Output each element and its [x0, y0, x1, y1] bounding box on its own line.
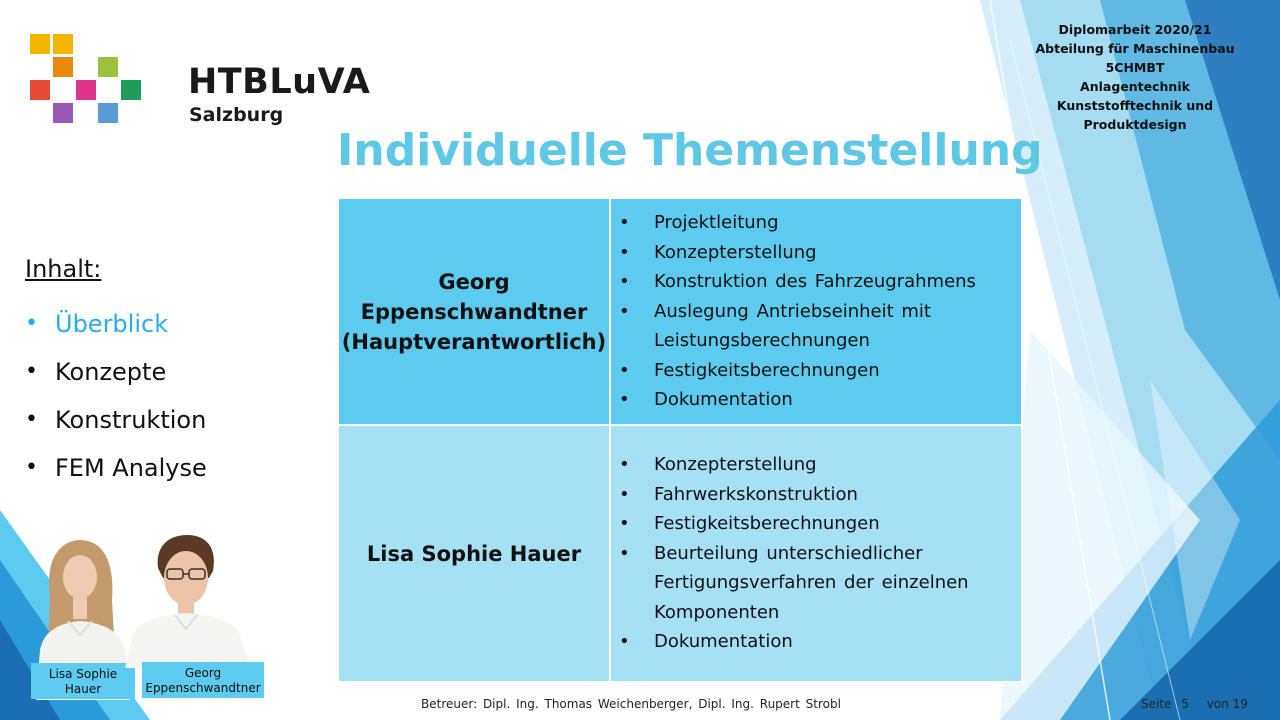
task-item: • Dokumentation [619, 627, 1021, 657]
task-item: • Beurteilung unterschiedlicher Fertigungsverfahren der einzelnen Komponenten [619, 539, 1021, 628]
logo-square-6 [76, 80, 96, 100]
logo-square-4 [98, 57, 118, 77]
bullet-icon: • [25, 359, 38, 384]
bullet-icon: • [25, 311, 38, 336]
logo-square-3 [53, 57, 73, 77]
thesis-info-line: Abteilung für Maschinenbau [1035, 41, 1235, 56]
toc-item-fem-analyse[interactable] [25, 444, 207, 492]
logo-square-7 [121, 80, 141, 100]
slide-title: Individuelle Themenstellung [337, 125, 1043, 176]
person-tag-lisa [31, 663, 135, 699]
task-list [619, 450, 1021, 657]
table-row [338, 198, 1022, 425]
person-name-line: Lisa Sophie Hauer [366, 541, 582, 566]
table-of-contents [25, 252, 207, 492]
thesis-info-line: Kunststofftechnik und Produktdesign [1056, 98, 1214, 132]
person-name-cell [338, 425, 610, 682]
task-item: • Festigkeitsberechnungen [619, 356, 1021, 386]
logo-square-9 [98, 103, 118, 123]
task-item: • Dokumentation [619, 385, 1021, 415]
logo-name: HTBLuVA [188, 62, 371, 102]
task-item: • Konzepterstellung [619, 450, 1021, 480]
person-name-line: (Hauptverantwortlich) [341, 329, 607, 354]
task-cell [610, 425, 1022, 682]
page-label: Seite [1141, 697, 1172, 711]
task-item: • Auslegung Antriebseinheit mit Leistungsberechnungen [619, 297, 1021, 356]
responsibility-table [337, 197, 1023, 683]
task-item: • Konzepterstellung [619, 238, 1021, 268]
person-tag-label: Georg Eppenschwandtner [145, 666, 261, 695]
toc-item-label: Konstruktion [55, 406, 207, 434]
toc-item-konstruktion[interactable] [25, 396, 207, 444]
toc-item-konzepte[interactable] [25, 348, 207, 396]
task-item: • Fahrwerkskonstruktion [619, 480, 1021, 510]
person-photo-georg [125, 533, 250, 668]
page-current: 5 [1181, 697, 1189, 711]
task-list [619, 208, 1021, 415]
person-tag-label: Lisa Sophie Hauer [48, 667, 118, 696]
person-name-cell [338, 198, 610, 425]
toc-item-label: Konzepte [55, 358, 167, 386]
logo-square-1 [30, 34, 50, 54]
toc-item-ueberblick[interactable] [25, 300, 207, 348]
logo-square-5 [30, 80, 50, 100]
toc-item-label: Überblick [55, 310, 169, 338]
person-tag-georg [142, 662, 264, 698]
thesis-info-line: Anlagentechnik [1080, 79, 1190, 94]
bullet-icon: • [25, 455, 38, 480]
logo-square-8 [53, 103, 73, 123]
table-row [338, 425, 1022, 682]
logo-city: Salzburg [189, 104, 284, 126]
task-item: • Projektleitung [619, 208, 1021, 238]
person-name-line: Eppenschwandtner [360, 299, 588, 324]
person-name-line: Georg [438, 269, 510, 294]
school-logo [28, 32, 371, 127]
toc-item-label: FEM Analyse [55, 454, 207, 482]
logo-square-2 [53, 34, 73, 54]
task-cell [610, 198, 1022, 425]
page-total: von 19 [1206, 697, 1248, 711]
supervisors-footer: Betreuer: Dipl. Ing. Thomas Weichenberger, Dipl. Ing. Rupert Strobl [421, 697, 841, 711]
toc-heading: Inhalt: [25, 255, 102, 283]
task-item: • Festigkeitsberechnungen [619, 509, 1021, 539]
page-number [1141, 697, 1248, 711]
task-item: • Konstruktion des Fahrzeugrahmens [619, 267, 1021, 297]
thesis-info-line: 5CHMBT [1105, 60, 1165, 75]
thesis-info-line: Diplomarbeit 2020/21 [1058, 22, 1212, 37]
thesis-info [1005, 20, 1265, 134]
bullet-icon: • [25, 407, 38, 432]
